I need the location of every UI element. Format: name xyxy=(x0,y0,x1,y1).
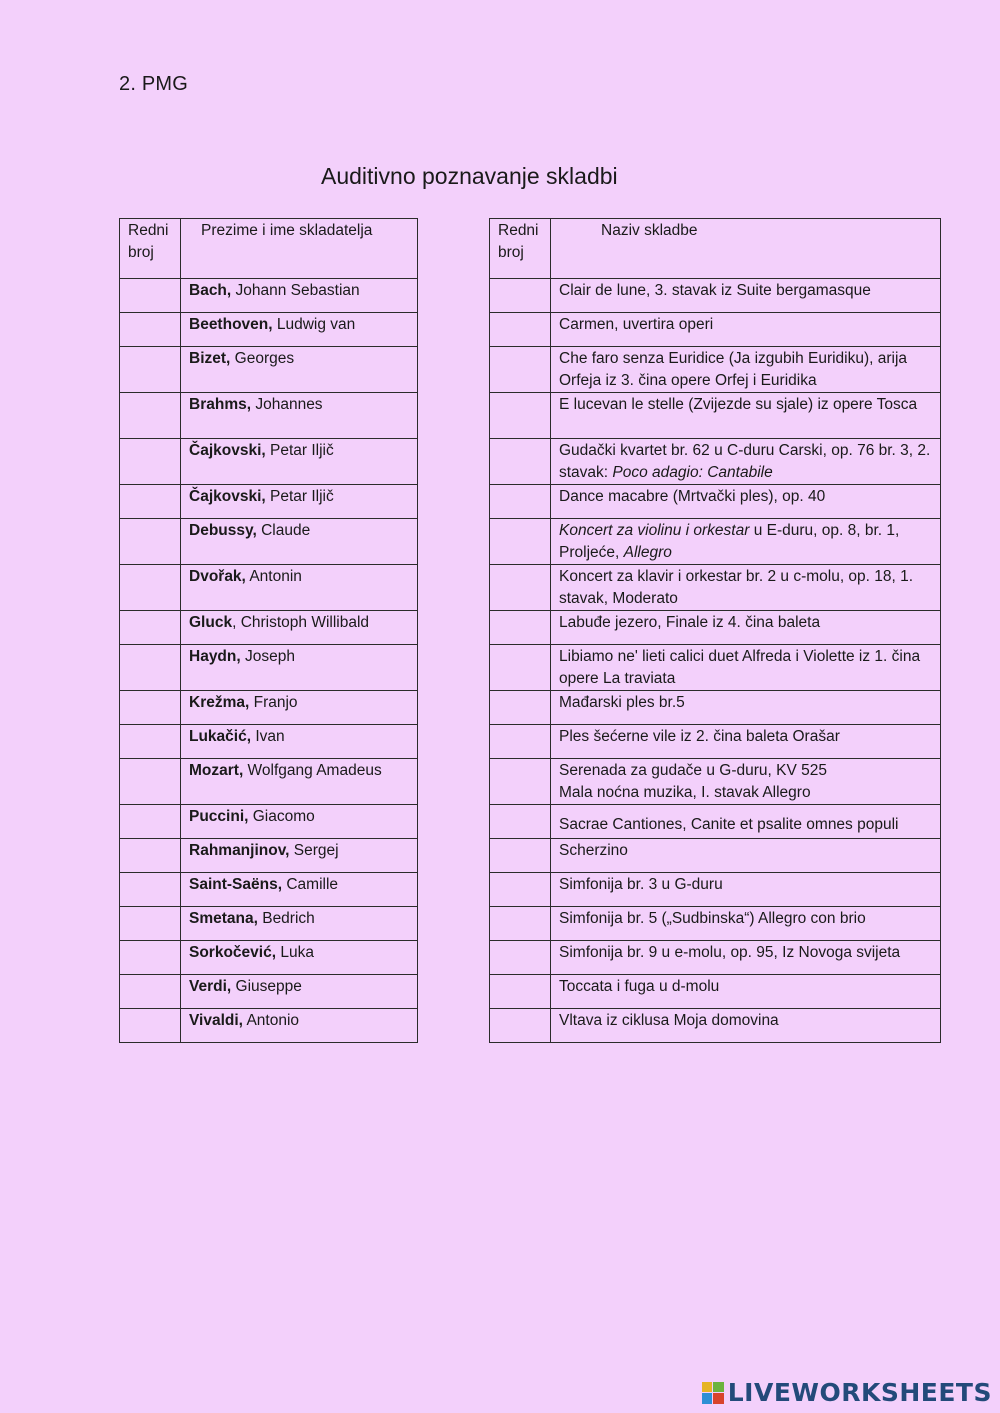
composer-last-name: Krežma, xyxy=(189,694,250,711)
table-row xyxy=(120,611,418,645)
table-row xyxy=(120,975,418,1009)
piece-cell: Mađarski ples br.5 xyxy=(551,691,941,725)
table-header-row xyxy=(490,219,941,279)
answer-cell[interactable] xyxy=(490,975,551,1009)
piece-cell: Dance macabre (Mrtvački ples), op. 40 xyxy=(551,485,941,519)
composer-first-name: Giacomo xyxy=(248,808,315,825)
answer-cell[interactable] xyxy=(120,313,181,347)
piece-cell: Sacrae Cantiones, Canite et psalite omnes populi xyxy=(551,805,941,839)
piece-cell: Clair de lune, 3. stavak iz Suite bergamasque xyxy=(551,279,941,313)
table-row xyxy=(490,393,941,439)
answer-cell[interactable] xyxy=(120,759,181,805)
table-row xyxy=(490,439,941,485)
piece-cell: Toccata i fuga u d-molu xyxy=(551,975,941,1009)
composers-table xyxy=(119,218,418,1043)
composer-cell xyxy=(181,439,418,485)
answer-cell[interactable] xyxy=(120,805,181,839)
answer-cell[interactable] xyxy=(120,873,181,907)
piece-cell: Scherzino xyxy=(551,839,941,873)
answer-cell[interactable] xyxy=(490,313,551,347)
composer-first-name: Claude xyxy=(256,522,311,539)
piece-cell: Carmen, uvertira operi xyxy=(551,313,941,347)
answer-cell[interactable] xyxy=(120,565,181,611)
table-row xyxy=(490,313,941,347)
answer-cell[interactable] xyxy=(490,347,551,393)
piece-cell xyxy=(551,519,941,565)
answer-cell[interactable] xyxy=(120,907,181,941)
answer-cell[interactable] xyxy=(490,439,551,485)
piece-text: u E-duru, op. 8, br. 1, Proljeće, xyxy=(559,522,900,561)
answer-cell[interactable] xyxy=(490,565,551,611)
answer-cell[interactable] xyxy=(490,645,551,691)
piece-cell: Ples šećerne vile iz 2. čina baleta Orašar xyxy=(551,725,941,759)
answer-cell[interactable] xyxy=(490,485,551,519)
table-row xyxy=(490,907,941,941)
piece-title-italic: Koncert za violinu i orkestar xyxy=(559,522,750,539)
composer-last-name: Gluck xyxy=(189,614,233,631)
table-row xyxy=(490,839,941,873)
table-row xyxy=(120,873,418,907)
composer-cell xyxy=(181,941,418,975)
table-header-row xyxy=(120,219,418,279)
composer-cell xyxy=(181,645,418,691)
table-row xyxy=(120,393,418,439)
composer-last-name: Smetana, xyxy=(189,910,258,927)
answer-cell[interactable] xyxy=(490,725,551,759)
composer-first-name: Joseph xyxy=(240,648,295,665)
composer-first-name: Luka xyxy=(276,944,314,961)
answer-cell[interactable] xyxy=(490,839,551,873)
composer-last-name: Puccini, xyxy=(189,808,249,825)
table-row xyxy=(120,839,418,873)
table-row xyxy=(490,485,941,519)
answer-cell[interactable] xyxy=(490,941,551,975)
composer-cell xyxy=(181,975,418,1009)
table-row xyxy=(490,279,941,313)
piece-cell: Simfonija br. 3 u G-duru xyxy=(551,873,941,907)
composer-first-name: Petar Iljič xyxy=(265,442,334,459)
piece-cell: Labuđe jezero, Finale iz 4. čina baleta xyxy=(551,611,941,645)
piece-cell: Simfonija br. 5 („Sudbinska“) Allegro con brio xyxy=(551,907,941,941)
composer-first-name: Ludwig van xyxy=(272,316,356,333)
table-row xyxy=(490,759,941,805)
table-row xyxy=(490,565,941,611)
table-row xyxy=(120,691,418,725)
answer-cell[interactable] xyxy=(120,393,181,439)
table-row xyxy=(120,519,418,565)
composer-last-name: Mozart, xyxy=(189,762,244,779)
liveworksheets-mark-icon xyxy=(702,1382,724,1404)
composer-cell xyxy=(181,279,418,313)
composer-cell xyxy=(181,805,418,839)
composer-first-name: Franjo xyxy=(249,694,298,711)
answer-cell[interactable] xyxy=(490,519,551,565)
answer-cell[interactable] xyxy=(120,691,181,725)
table-row xyxy=(490,725,941,759)
answer-cell[interactable] xyxy=(120,439,181,485)
piece-cell: Vltava iz ciklusa Moja domovina xyxy=(551,1009,941,1043)
document-label: 2. PMG xyxy=(119,73,188,95)
answer-cell[interactable] xyxy=(120,519,181,565)
table-row xyxy=(120,941,418,975)
piece-cell: Koncert za klavir i orkestar br. 2 u c-molu, op. 18, 1. stavak, Moderato xyxy=(551,565,941,611)
answer-cell[interactable] xyxy=(120,725,181,759)
composer-first-name: Petar Iljič xyxy=(265,488,334,505)
composer-cell xyxy=(181,873,418,907)
composer-first-name: Johannes xyxy=(251,396,323,413)
composer-last-name: Lukačić, xyxy=(189,728,252,745)
answer-cell[interactable] xyxy=(490,611,551,645)
page-title: Auditivno poznavanje skladbi xyxy=(321,163,618,189)
answer-cell[interactable] xyxy=(490,759,551,805)
composer-first-name: Johann Sebastian xyxy=(231,282,360,299)
composer-last-name: Vivaldi, xyxy=(189,1012,243,1029)
composer-cell xyxy=(181,907,418,941)
answer-cell[interactable] xyxy=(490,1009,551,1043)
table-row xyxy=(120,1009,418,1043)
table-row xyxy=(120,313,418,347)
answer-cell[interactable] xyxy=(120,1009,181,1043)
table-row xyxy=(120,439,418,485)
header-composer-name: Prezime i ime skladatelja xyxy=(181,219,418,279)
piece-line: Serenada za gudače u G-duru, KV 525 xyxy=(559,762,827,779)
header-redni-broj: Redni broj xyxy=(490,219,551,279)
composer-cell xyxy=(181,313,418,347)
liveworksheets-logo xyxy=(702,1378,992,1407)
pieces-table xyxy=(489,218,941,1043)
answer-cell[interactable] xyxy=(490,907,551,941)
table-row xyxy=(490,691,941,725)
table-row xyxy=(120,759,418,805)
composer-last-name: Haydn, xyxy=(189,648,241,665)
composer-first-name: Antonin xyxy=(245,568,302,585)
answer-cell[interactable] xyxy=(120,645,181,691)
table-row xyxy=(120,645,418,691)
composer-cell xyxy=(181,485,418,519)
answer-cell[interactable] xyxy=(490,805,551,839)
table-row xyxy=(490,519,941,565)
table-row xyxy=(120,347,418,393)
answer-cell[interactable] xyxy=(120,975,181,1009)
table-row xyxy=(120,907,418,941)
table-row xyxy=(120,565,418,611)
composer-last-name: Brahms, xyxy=(189,396,252,413)
composer-last-name: Dvořak, xyxy=(189,568,246,585)
header-piece-name: Naziv skladbe xyxy=(551,219,941,279)
answer-cell[interactable] xyxy=(490,279,551,313)
composer-cell xyxy=(181,759,418,805)
composer-last-name: Beethoven, xyxy=(189,316,273,333)
composer-last-name: Saint-Saëns, xyxy=(189,876,283,893)
composer-first-name: Camille xyxy=(282,876,339,893)
composer-last-name: Bizet, xyxy=(189,350,231,367)
answer-cell[interactable] xyxy=(120,347,181,393)
table-row xyxy=(490,941,941,975)
composer-cell xyxy=(181,611,418,645)
composer-cell xyxy=(181,1009,418,1043)
composer-first-name: Bedrich xyxy=(257,910,315,927)
answer-cell[interactable] xyxy=(120,839,181,873)
composer-last-name: Čajkovski, xyxy=(189,442,266,459)
composer-cell xyxy=(181,393,418,439)
table-row xyxy=(120,805,418,839)
piece-tempo: Poco adagio: Cantabile xyxy=(612,464,773,481)
piece-line: Mala noćna muzika, I. stavak Allegro xyxy=(559,784,811,801)
composer-first-name: Giuseppe xyxy=(231,978,302,995)
composer-cell xyxy=(181,691,418,725)
logo-wordmark: LIVEWORKSHEETS xyxy=(727,1378,992,1407)
header-redni-broj: Redni broj xyxy=(120,219,181,279)
answer-cell[interactable] xyxy=(490,691,551,725)
table-row xyxy=(120,279,418,313)
table-row xyxy=(490,873,941,907)
composer-first-name: Georges xyxy=(230,350,295,367)
answer-cell[interactable] xyxy=(490,873,551,907)
table-row xyxy=(490,805,941,839)
composer-last-name: Bach, xyxy=(189,282,232,299)
composer-cell xyxy=(181,565,418,611)
table-row xyxy=(490,645,941,691)
composer-last-name: Rahmanjinov, xyxy=(189,842,290,859)
table-row xyxy=(490,611,941,645)
answer-cell[interactable] xyxy=(120,941,181,975)
table-row xyxy=(120,485,418,519)
table-row xyxy=(490,347,941,393)
answer-cell[interactable] xyxy=(120,611,181,645)
composer-first-name: Ivan xyxy=(251,728,285,745)
composer-cell xyxy=(181,839,418,873)
table-row xyxy=(120,725,418,759)
composer-first-name: , Christoph Willibald xyxy=(232,614,370,631)
piece-cell: Libiamo ne' lieti calici duet Alfreda i Violette iz 1. čina opere La traviata xyxy=(551,645,941,691)
composer-cell xyxy=(181,519,418,565)
piece-cell: Simfonija br. 9 u e-molu, op. 95, Iz Novoga svijeta xyxy=(551,941,941,975)
table-row xyxy=(490,1009,941,1043)
table-row xyxy=(490,975,941,1009)
composer-last-name: Verdi, xyxy=(189,978,232,995)
piece-text: Gudački kvartet br. 62 u C-duru Carski, op. 76 br. 3, 2. stavak: xyxy=(559,442,931,481)
composer-cell xyxy=(181,725,418,759)
piece-cell: Che faro senza Euridice (Ja izgubih Euridiku), arija Orfeja iz 3. čina opere Orfej i Euridika xyxy=(551,347,941,393)
answer-cell[interactable] xyxy=(490,393,551,439)
piece-cell xyxy=(551,439,941,485)
piece-cell xyxy=(551,759,941,805)
answer-cell[interactable] xyxy=(120,485,181,519)
composer-last-name: Debussy, xyxy=(189,522,257,539)
composer-first-name: Wolfgang Amadeus xyxy=(243,762,382,779)
composer-last-name: Čajkovski, xyxy=(189,488,266,505)
composer-first-name: Sergej xyxy=(289,842,339,859)
answer-cell[interactable] xyxy=(120,279,181,313)
composer-first-name: Antonio xyxy=(243,1012,300,1029)
piece-cell: E lucevan le stelle (Zvijezde su sjale) iz opere Tosca xyxy=(551,393,941,439)
composer-last-name: Sorkočević, xyxy=(189,944,277,961)
composer-cell xyxy=(181,347,418,393)
piece-tempo: Allegro xyxy=(623,544,672,561)
